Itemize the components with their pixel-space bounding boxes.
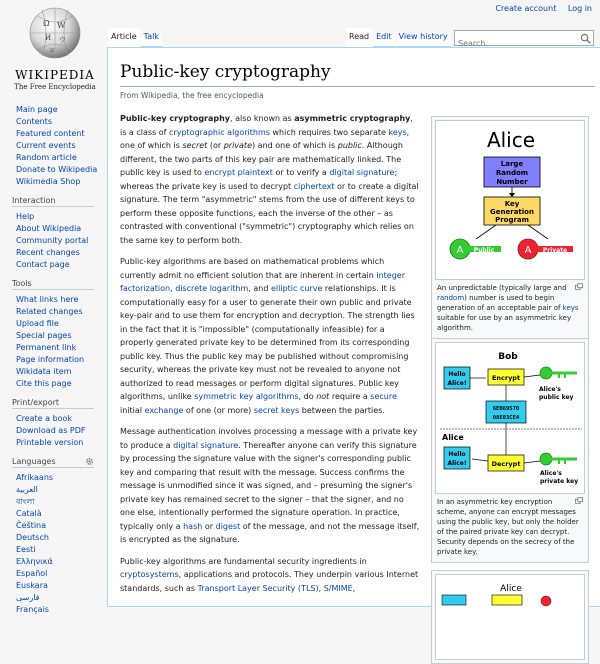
public-key-icon (450, 239, 501, 259)
link[interactable]: S/MIME (323, 583, 353, 593)
svg-text:A: A (456, 245, 464, 256)
sidebar-item-contents[interactable]: Contents (16, 117, 52, 126)
key-caption: Alice's (539, 386, 561, 393)
sidebar-item-recent-changes[interactable]: Recent changes (16, 248, 80, 257)
tab-article[interactable]: Article (108, 28, 140, 47)
paragraph (120, 112, 420, 247)
link[interactable]: plaintext (237, 168, 273, 177)
signature-diagram (436, 575, 586, 655)
text: ) and one of which is (252, 141, 338, 150)
sidebar-item-contact[interactable]: Contact page (16, 260, 70, 269)
box-label: Alice! (447, 460, 467, 467)
link[interactable]: ciphertext (293, 181, 335, 191)
public-key-icon (540, 367, 577, 379)
sidebar-item-wikidata-item[interactable]: Wikidata item (16, 367, 72, 376)
text: . Although different, the two parts of this key pair are mathematically linked. The public key is used to (120, 141, 403, 177)
language-link[interactable]: Afrikaans (16, 473, 54, 482)
sidebar-item-permanent-link[interactable]: Permanent link (16, 343, 77, 352)
text: ) number is used to begin generation of an acceptable pair of (437, 294, 563, 312)
link[interactable]: random (437, 294, 465, 302)
sidebar-item-upload-file[interactable]: Upload file (16, 319, 59, 328)
figure-caption (435, 280, 585, 335)
text: An unpredictable (typically large and (437, 284, 567, 292)
alice-label: Alice (442, 433, 464, 442)
sidebar-item-featured-content[interactable]: Featured content (16, 129, 85, 138)
languages-label: Languages (12, 457, 56, 466)
svg-text:Ω: Ω (43, 19, 50, 28)
figure-image[interactable] (435, 574, 585, 660)
text: initial (120, 405, 145, 415)
sidebar-item-cite-this-page[interactable]: Cite this page (16, 379, 72, 388)
box-label: Number (496, 178, 528, 186)
box-label: Encrypt (491, 374, 521, 382)
language-link[interactable]: Español (16, 569, 48, 578)
paragraph (120, 425, 420, 547)
link[interactable]: discrete logarithm (175, 284, 249, 293)
figure-image[interactable] (435, 120, 585, 280)
paragraph (120, 555, 420, 596)
sidebar-item-community-portal[interactable]: Community portal (16, 236, 89, 245)
link[interactable]: secure (370, 392, 397, 401)
puzzle-globe-icon (28, 6, 82, 60)
tab-read[interactable]: Read (346, 28, 372, 47)
text: . Thereafter anyone can verify this signature by processing the signature value with the signer's corresponding public key and comparing that result with the message. Success confirms the message is unmodified since it was signed, and – presuming the signer's private key has remained secret to the signer – that the signer, and no one else, intentionally performed the signature operation. In practice, typically only a (120, 440, 417, 531)
text: Public-key algorithms are based on mathematical problems which currently admit no efficient solution that are inherent in certain (120, 257, 385, 280)
term-bold: asymmetric cryptography (294, 114, 411, 123)
encryption-diagram (436, 343, 586, 489)
text: , and (248, 284, 271, 293)
text: , (352, 583, 356, 593)
language-link[interactable]: العربية (16, 485, 38, 494)
box-label: Decrypt (491, 460, 521, 468)
text: , is a class of (120, 114, 413, 137)
sidebar-item-wikimedia-shop[interactable]: Wikimedia Shop (16, 177, 81, 186)
text: or to create a digital signature. The term "asymmetric" stems from the use of different keys to perform these opposite functions, each the inverse of the other – as contrasted with conventional ("symmetric") cryptography which relies on the same key to perform both. (120, 181, 419, 245)
enlarge-icon[interactable] (575, 283, 583, 290)
box-label: Hello (448, 371, 466, 378)
link[interactable]: cryptographic algorithms (169, 127, 270, 137)
text: ; whereas the private key is used to decrypt (120, 168, 398, 191)
language-link[interactable]: فارسی (16, 593, 40, 602)
text: (or (207, 141, 224, 150)
figure-signature (431, 570, 589, 664)
private-key-icon (540, 453, 577, 465)
svg-text:И: И (45, 34, 52, 42)
text: , also known as (230, 114, 295, 123)
sidebar-item-page-information[interactable]: Page information (16, 355, 85, 364)
bob-label: Bob (498, 352, 518, 362)
sidebar-item-related-changes[interactable]: Related changes (16, 307, 83, 316)
figure-key-generation (431, 116, 589, 339)
personal-tools (486, 4, 592, 13)
text: Public-key algorithms are fundamental security ingredients in (120, 556, 367, 566)
box-label: Program (495, 216, 529, 224)
box-label: Random (495, 169, 529, 177)
sidebar-item-current-events[interactable]: Current events (16, 141, 76, 150)
sidebar-heading-languages (12, 457, 94, 468)
text: , (170, 284, 176, 293)
link[interactable]: Transport Layer Security (TLS) (197, 583, 319, 593)
language-link[interactable]: Euskara (16, 581, 48, 590)
svg-text:ש: ש (50, 47, 55, 54)
gear-icon[interactable] (85, 457, 94, 466)
text: of one (or more) (183, 405, 254, 415)
sidebar-print-export (12, 398, 106, 449)
text: or to verify a (272, 168, 330, 177)
logo-tagline: The Free Encyclopedia (14, 83, 96, 91)
sidebar-heading-tools: Tools (12, 279, 94, 290)
text: public (337, 141, 362, 150)
text: suitable for use by an asymmetric key algorithm. (437, 314, 572, 332)
link[interactable]: keys (388, 127, 407, 137)
sidebar-item-about[interactable]: About Wikipedia (16, 224, 82, 233)
box-label: 6EB69570 (492, 406, 520, 412)
svg-text:W: W (57, 21, 66, 30)
search-icon[interactable] (580, 33, 591, 44)
tab-talk[interactable]: Talk (141, 28, 162, 47)
sidebar-item-printable-version[interactable]: Printable version (16, 438, 84, 447)
figure-image[interactable] (435, 342, 585, 494)
search-box (454, 30, 594, 46)
language-link[interactable]: Français (16, 605, 49, 614)
link[interactable]: digest (215, 521, 241, 531)
text: , (318, 583, 324, 593)
term-bold: Public-key cryptography (120, 114, 231, 123)
text: Message authentication involves processing a message with a private key to produce a (120, 427, 418, 450)
private-key-icon (518, 239, 573, 259)
language-link[interactable]: Ελληνικά (16, 557, 53, 566)
text: or (202, 521, 216, 531)
sidebar-languages (12, 457, 106, 616)
link[interactable]: integer factorization (120, 270, 406, 293)
paragraph (120, 255, 420, 417)
wikipedia-logo[interactable] (12, 6, 98, 96)
text: require a (329, 392, 371, 401)
link[interactable]: exchange (144, 405, 184, 415)
key-caption: Alice's (540, 470, 562, 477)
text: relationships. It is computationally easy for a user to generate their own public and private key-pair and to use them for encryption and decryption. The strength lies in the fact that it is "impossible" (computationally infeasible) for a properly generated private key to be determined from its corresponding public key. Thus the public key may be published without compromising security, whereas the private key must not be revealed to anyone not authorized to read messages or perform digital signatures. Public key algorithms, unlike (120, 284, 415, 401)
tab-edit[interactable]: Edit (373, 28, 395, 47)
sidebar-interaction (12, 196, 106, 271)
text: not (316, 392, 330, 401)
key-label: Private (542, 247, 568, 254)
link[interactable]: cryptosystems (120, 570, 179, 579)
figure-encryption (431, 338, 589, 563)
view-tabs (346, 28, 452, 47)
key-caption: public key (539, 394, 574, 401)
text: In an asymmetric key encryption scheme, anyone can encrypt messages using the public key, but only the holder of the paired private key can decrypt. Security depends on the secrecy of the private key. (437, 498, 579, 556)
logo-wordmark: WIKIPEDIA (15, 68, 95, 82)
site-tagline: From Wikipedia, the free encyclopedia (120, 91, 264, 100)
link[interactable]: digital signature (329, 168, 395, 177)
svg-text:A: A (524, 245, 532, 256)
alice-label: Alice (500, 584, 522, 594)
sidebar-item-download-pdf[interactable]: Download as PDF (16, 426, 86, 435)
language-link[interactable]: Català (16, 509, 42, 518)
text: of the message, and not the message itself, is encrypted as the signature. (120, 521, 420, 544)
sidebar-item-create-book[interactable]: Create a book (16, 414, 73, 423)
language-link[interactable]: Deutsch (16, 533, 49, 542)
sidebar-item-what-links-here[interactable]: What links here (16, 295, 79, 304)
sidebar-item-help[interactable]: Help (16, 212, 35, 221)
page-title: Public-key cryptography (120, 62, 595, 87)
language-link[interactable]: বাংলা (16, 497, 35, 506)
log-in-link[interactable]: Log in (567, 4, 592, 13)
sidebar-item-donate[interactable]: Donate to Wikipedia (16, 165, 98, 174)
box-label: Alice! (447, 380, 467, 387)
svg-text:ウ: ウ (59, 36, 66, 44)
link[interactable]: hash (183, 521, 203, 531)
key-caption: private key (540, 478, 579, 485)
box-label: Hello (448, 451, 466, 458)
link[interactable]: encrypt (204, 168, 236, 177)
enlarge-icon[interactable] (575, 497, 583, 504)
box-label: 08E03CE4 (492, 415, 520, 421)
create-account-link[interactable]: Create account (495, 4, 557, 13)
link[interactable]: elliptic curve (271, 284, 323, 293)
text: , do (298, 392, 317, 401)
key-label: Public (473, 247, 495, 254)
namespace-tabs (108, 28, 163, 47)
sidebar-navigation (12, 104, 106, 188)
sidebar (0, 104, 106, 624)
sidebar-item-main-page[interactable]: Main page (16, 105, 58, 114)
sidebar-item-special-pages[interactable]: Special pages (16, 331, 72, 340)
link[interactable]: secret keys (253, 405, 300, 415)
text: , one of which is (120, 127, 410, 150)
text: secret (182, 141, 208, 150)
link[interactable]: keys (562, 304, 579, 312)
text: between the parties. (299, 405, 385, 415)
box-label: Large (500, 160, 524, 168)
article-content (107, 47, 600, 607)
sidebar-tools (12, 279, 106, 390)
sidebar-heading-print: Print/export (12, 398, 94, 409)
language-link[interactable]: Eesti (16, 545, 36, 554)
box-label: Key (504, 200, 520, 208)
alice-label: Alice (486, 128, 536, 152)
article-body (120, 112, 420, 603)
link[interactable]: digital signature (173, 440, 239, 450)
text: , applications and protocols. They underpin various Internet standards, such as (120, 570, 419, 593)
sidebar-heading-interaction: Interaction (12, 196, 94, 207)
language-link[interactable]: Čeština (16, 521, 47, 530)
box-label: Generation (490, 208, 534, 216)
tab-view-history[interactable]: View history (396, 28, 451, 47)
figure-caption (435, 494, 585, 559)
sidebar-item-random-article[interactable]: Random article (16, 153, 77, 162)
key-generation-diagram (436, 121, 586, 275)
text: which requires two separate (269, 127, 389, 137)
text: private (223, 141, 252, 150)
link[interactable]: symmetric key algorithms (194, 392, 299, 401)
